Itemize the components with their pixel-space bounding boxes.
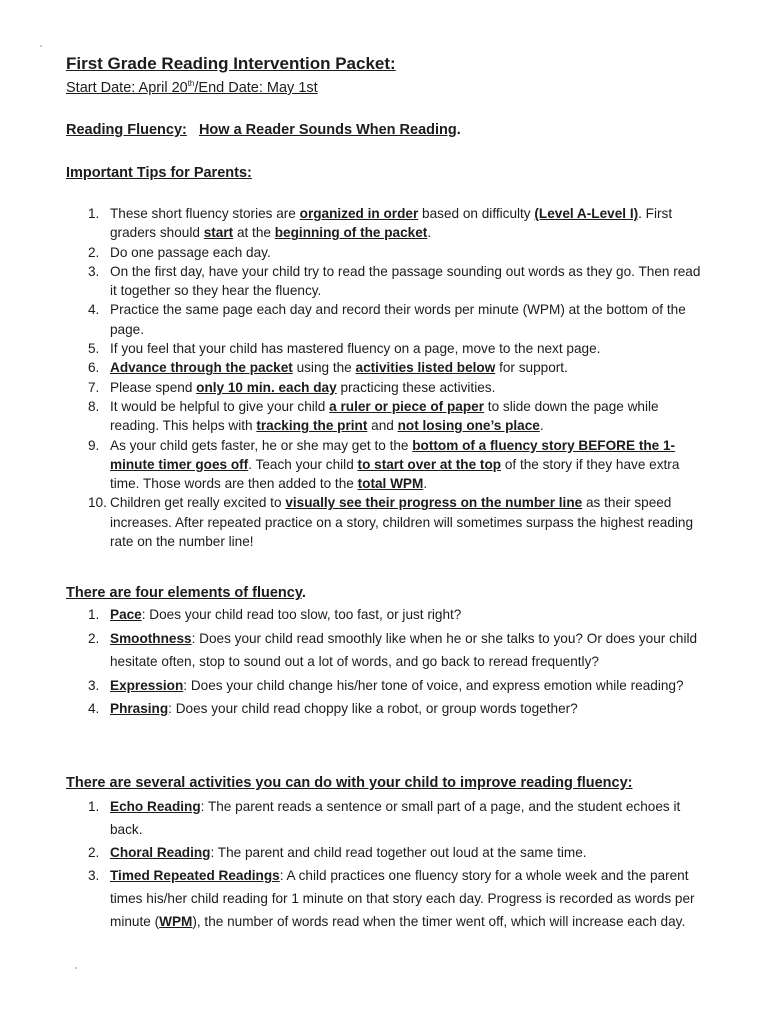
list-item-text: Do one passage each day.	[110, 244, 271, 260]
list-item-text: as their speed increases. After repeated practice on a story, children will sometimes surpass the highest reading rate on the number line!	[110, 495, 694, 550]
emphasized-text: Choral Reading	[110, 845, 211, 860]
list-item	[66, 697, 706, 721]
list-item-text: As your child gets faster, he or she may get to the	[110, 437, 413, 453]
scan-speck	[75, 967, 77, 969]
list-item-text: ), the number of words read when the timer went off, which will increase each day.	[192, 914, 686, 929]
list-item	[66, 358, 706, 377]
list-item-number: 2.	[88, 630, 100, 646]
list-item-number: 2.	[88, 244, 100, 260]
emphasized-text: a ruler or piece of paper	[329, 398, 485, 414]
list-item	[66, 204, 706, 243]
list-item	[66, 300, 706, 339]
list-item-number: 4.	[88, 701, 100, 716]
list-item	[66, 674, 706, 698]
list-item-text: : Does your child read too slow, too fast, or just right?	[141, 607, 462, 622]
list-item-number: 4.	[88, 302, 100, 318]
emphasized-text: bottom of a fluency story BEFORE the 1-minute timer goes off	[110, 437, 676, 472]
elements-list	[66, 603, 706, 721]
emphasized-text: beginning of the packet	[274, 225, 428, 241]
list-item-number: 3.	[88, 263, 100, 279]
date-suffix: th	[187, 79, 195, 88]
elements-heading-period: .	[301, 585, 306, 601]
emphasized-text: start	[203, 225, 234, 241]
list-item-text: : The parent and child read together out loud at the same time.	[210, 845, 587, 860]
list-item	[66, 243, 706, 262]
list-item-text: .	[539, 418, 544, 434]
tips-list	[66, 204, 706, 551]
tips-heading	[66, 165, 252, 181]
list-item-text: and	[367, 418, 398, 434]
list-item-number: 7.	[88, 379, 100, 395]
emphasized-text: Expression	[110, 677, 184, 693]
emphasized-text: Echo Reading	[110, 799, 201, 814]
emphasized-text: total WPM	[357, 476, 424, 492]
list-item-text: .	[423, 476, 428, 492]
list-item-number: 6.	[88, 360, 100, 376]
list-item-text: .	[427, 225, 432, 241]
scan-speck	[40, 45, 42, 47]
list-item-text: practicing these activities.	[336, 379, 496, 395]
date-range	[66, 79, 318, 96]
list-item-number: 3.	[88, 868, 100, 883]
list-item-text: at the	[233, 225, 275, 241]
list-item	[66, 493, 706, 551]
emphasized-text: only 10 min. each day	[196, 379, 337, 395]
list-item-number: 3.	[88, 677, 100, 693]
list-item	[66, 864, 706, 933]
list-item-text: These short fluency stories are	[110, 206, 300, 221]
list-item-text: of the story if they have extra time. Those words are then added to the	[110, 456, 680, 492]
list-item-number: 1.	[88, 607, 100, 622]
fluency-heading-period: .	[456, 122, 461, 138]
list-item-text: : The parent reads a sentence or small part of a page, and the student echoes it back.	[110, 799, 681, 837]
list-item-text: . First graders should	[110, 206, 673, 241]
emphasized-text: (Level A-Level I)	[534, 206, 639, 221]
emphasized-text: Timed Repeated Readings	[110, 868, 280, 883]
list-item-text: : Does your child read choppy like a robot, or group words together?	[168, 701, 578, 716]
start-date-text: Start Date: April 20	[66, 79, 188, 96]
list-item-text: to slide down the page while reading. This helps with	[110, 398, 659, 434]
list-item-text: for support.	[495, 360, 568, 376]
emphasized-text: activities listed below	[355, 360, 496, 376]
emphasized-text: not losing one’s place	[397, 418, 540, 434]
list-item-number: 5.	[88, 341, 100, 357]
list-item-text: . Teach your child	[248, 456, 358, 472]
activities-list	[66, 795, 706, 933]
activities-heading	[66, 775, 632, 791]
elements-heading	[66, 585, 306, 601]
list-item-text: Children get really excited to	[110, 495, 286, 511]
emphasized-text: Pace	[110, 607, 142, 622]
list-item-text: : A child practices one fluency story for a whole week and the parent times his/her child reading for 1 minute on that story each day. Progress is recorded as words per minute (	[110, 868, 695, 929]
emphasized-text: Advance through the packet	[110, 360, 293, 376]
list-item-number: 8.	[88, 398, 100, 414]
list-item-number: 10.	[88, 495, 107, 511]
document-title: First Grade Reading Intervention Packet:	[66, 54, 396, 73]
list-item	[66, 795, 706, 841]
list-item-text: If you feel that your child has mastered fluency on a page, move to the next page.	[110, 341, 601, 357]
emphasized-text: Smoothness	[110, 630, 192, 646]
emphasized-text: tracking the print	[256, 418, 368, 434]
list-item-number: 9.	[88, 437, 100, 453]
emphasized-text: visually see their progress on the number line	[285, 495, 583, 511]
emphasized-text: WPM	[159, 914, 193, 929]
emphasized-text: Phrasing	[110, 701, 169, 716]
list-item	[66, 339, 706, 358]
list-item	[66, 397, 706, 436]
list-item-text: Please spend	[110, 379, 197, 395]
list-item-text: : Does your child change his/her tone of voice, and express emotion while reading?	[183, 677, 684, 693]
list-item-text: Practice the same page each day and record their words per minute (WPM) at the bottom of the page.	[110, 302, 686, 337]
list-item-text: It would be helpful to give your child	[110, 398, 330, 414]
list-item-number: 2.	[88, 845, 100, 860]
list-item-text: using the	[292, 360, 356, 376]
list-item-number: 1.	[88, 206, 100, 221]
elements-heading-text: There are four elements of fluency	[66, 585, 302, 601]
list-item-text: : Does your child read smoothly like when he or she talks to you? Or does your child hesitate often, stop to sound out a lot of words, and go back to reread frequently?	[110, 630, 698, 669]
fluency-heading	[66, 122, 461, 138]
end-date-text: /End Date: May 1st	[194, 79, 318, 96]
list-item	[66, 262, 706, 301]
list-item	[66, 603, 706, 627]
list-item-text: based on difficulty	[418, 206, 535, 221]
list-item	[66, 378, 706, 397]
list-item	[66, 436, 706, 494]
fluency-heading-definition: How a Reader Sounds When Reading	[198, 122, 457, 138]
list-item-number: 1.	[88, 799, 100, 814]
list-item-text: On the first day, have your child try to read the passage sounding out words as they go. Then read it together so they hear the fluency.	[110, 263, 701, 299]
list-item	[66, 841, 706, 864]
fluency-heading-label: Reading Fluency:	[66, 122, 187, 138]
list-item	[66, 627, 706, 674]
emphasized-text: organized in order	[299, 206, 419, 221]
tips-heading-text: Important Tips for Parents:	[66, 165, 252, 181]
emphasized-text: to start over at the top	[357, 456, 502, 472]
activities-heading-text: There are several activities you can do with your child to improve reading fluency:	[66, 775, 633, 791]
